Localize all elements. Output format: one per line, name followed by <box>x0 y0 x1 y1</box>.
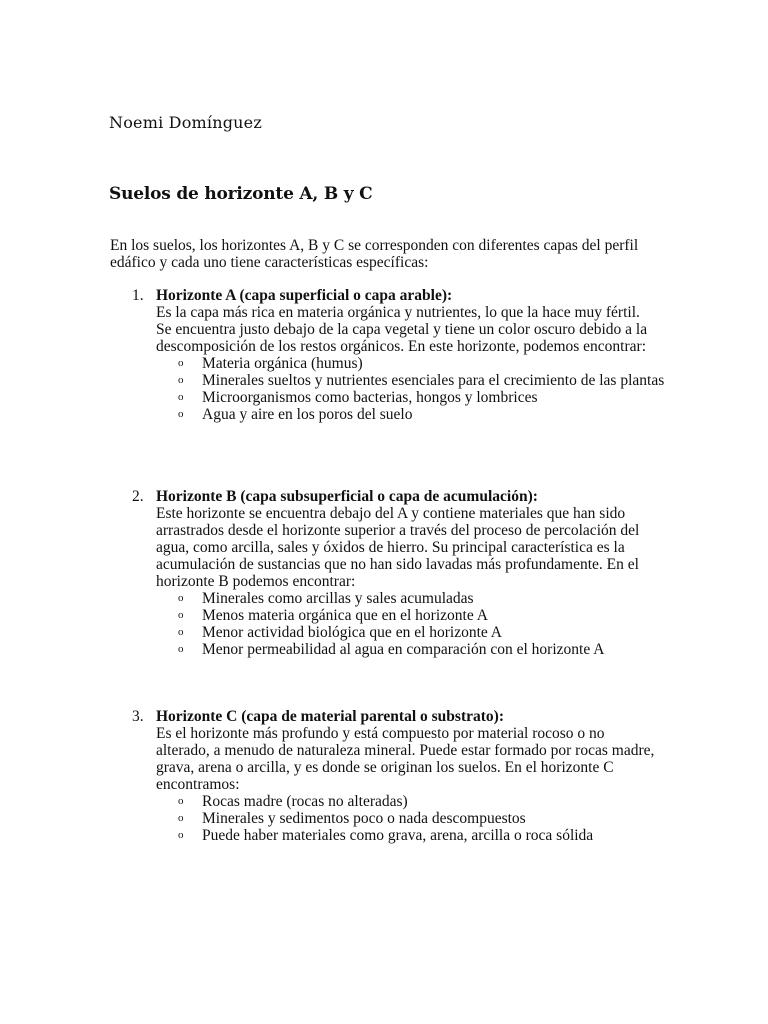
list-item <box>156 793 676 810</box>
list-item <box>156 810 676 827</box>
section-number: 3. <box>132 708 144 725</box>
section-line: acumulación de sustancias que no han sido lavadas más profundamente. En el <box>156 556 639 573</box>
list-item-text: Menos materia orgánica que en el horizonte A <box>202 607 488 624</box>
list-item-text: Rocas madre (rocas no alteradas) <box>202 793 408 810</box>
section-body <box>156 287 676 423</box>
list-item-text: Minerales como arcillas y sales acumuladas <box>202 590 474 607</box>
bullet-icon: o <box>178 626 184 638</box>
list-item-text: Materia orgánica (humus) <box>202 355 363 372</box>
list-item <box>156 355 676 372</box>
section-heading: Horizonte B (capa subsuperficial o capa de acumulación): <box>156 488 538 505</box>
list-item-text: Agua y aire en los poros del suelo <box>202 406 413 423</box>
bullet-icon: o <box>178 408 184 420</box>
section-list <box>156 590 676 658</box>
section-line: Este horizonte se encuentra debajo del A y contiene materiales que han sido <box>156 505 626 522</box>
list-item <box>156 624 676 641</box>
list-item-text: Minerales sueltos y nutrientes esenciales para el crecimiento de las plantas <box>202 372 665 389</box>
bullet-icon: o <box>178 357 184 369</box>
section-number: 1. <box>132 287 144 304</box>
section-line: Es la capa más rica en materia orgánica y nutrientes, lo que la hace muy fértil. <box>156 304 640 321</box>
section-line: arrastrados desde el horizonte superior a través del proceso de percolación del <box>156 522 640 539</box>
list-item-text: Microorganismos como bacterias, hongos y lombrices <box>202 389 538 406</box>
section-line: grava, arena o arcilla, y es donde se originan los suelos. En el horizonte C <box>156 759 614 776</box>
bullet-icon: o <box>178 374 184 386</box>
section-line: Es el horizonte más profundo y está compuesto por material rocoso o no <box>156 725 605 742</box>
bullet-icon: o <box>178 391 184 403</box>
section-line: encontramos: <box>156 776 240 793</box>
list-item <box>156 406 676 423</box>
section-line: horizonte B podemos encontrar: <box>156 573 356 590</box>
section-line: alterado, a menudo de naturaleza mineral. Puede estar formado por rocas madre, <box>156 742 655 759</box>
bullet-icon: o <box>178 609 184 621</box>
section-heading: Horizonte A (capa superficial o capa arable): <box>156 287 453 304</box>
list-item <box>156 590 676 607</box>
list-item <box>156 641 676 658</box>
section-line: descomposición de los restos orgánicos. En este horizonte, podemos encontrar: <box>156 338 646 355</box>
bullet-icon: o <box>178 643 184 655</box>
bullet-icon: o <box>178 812 184 824</box>
list-item <box>156 827 676 844</box>
list-item-text: Minerales y sedimentos poco o nada descompuestos <box>202 810 526 827</box>
author-name: Noemi Domínguez <box>109 113 262 132</box>
section-line: agua, como arcilla, sales y óxidos de hierro. Su principal característica es la <box>156 539 625 556</box>
section-body <box>156 708 676 844</box>
list-item <box>156 607 676 624</box>
list-item-text: Menor permeabilidad al agua en comparación con el horizonte A <box>202 641 605 658</box>
section-heading: Horizonte C (capa de material parental o substrato): <box>156 708 504 725</box>
bullet-icon: o <box>178 829 184 841</box>
section-line: Se encuentra justo debajo de la capa vegetal y tiene un color oscuro debido a la <box>156 321 648 338</box>
section-list <box>156 355 676 423</box>
list-item <box>156 372 676 389</box>
bullet-icon: o <box>178 592 184 604</box>
section-list <box>156 793 676 844</box>
list-item-text: Puede haber materiales como grava, arena, arcilla o roca sólida <box>202 827 594 844</box>
section-body <box>156 488 676 658</box>
bullet-icon: o <box>178 795 184 807</box>
section-number: 2. <box>132 488 144 505</box>
document-title: Suelos de horizonte A, B y C <box>109 184 373 204</box>
intro-paragraph: En los suelos, los horizontes A, B y C se corresponden con diferentes capas del perfil edáfico y cada uno tiene características específicas: <box>110 237 639 271</box>
list-item <box>156 389 676 406</box>
list-item-text: Menor actividad biológica que en el horizonte A <box>202 624 503 641</box>
